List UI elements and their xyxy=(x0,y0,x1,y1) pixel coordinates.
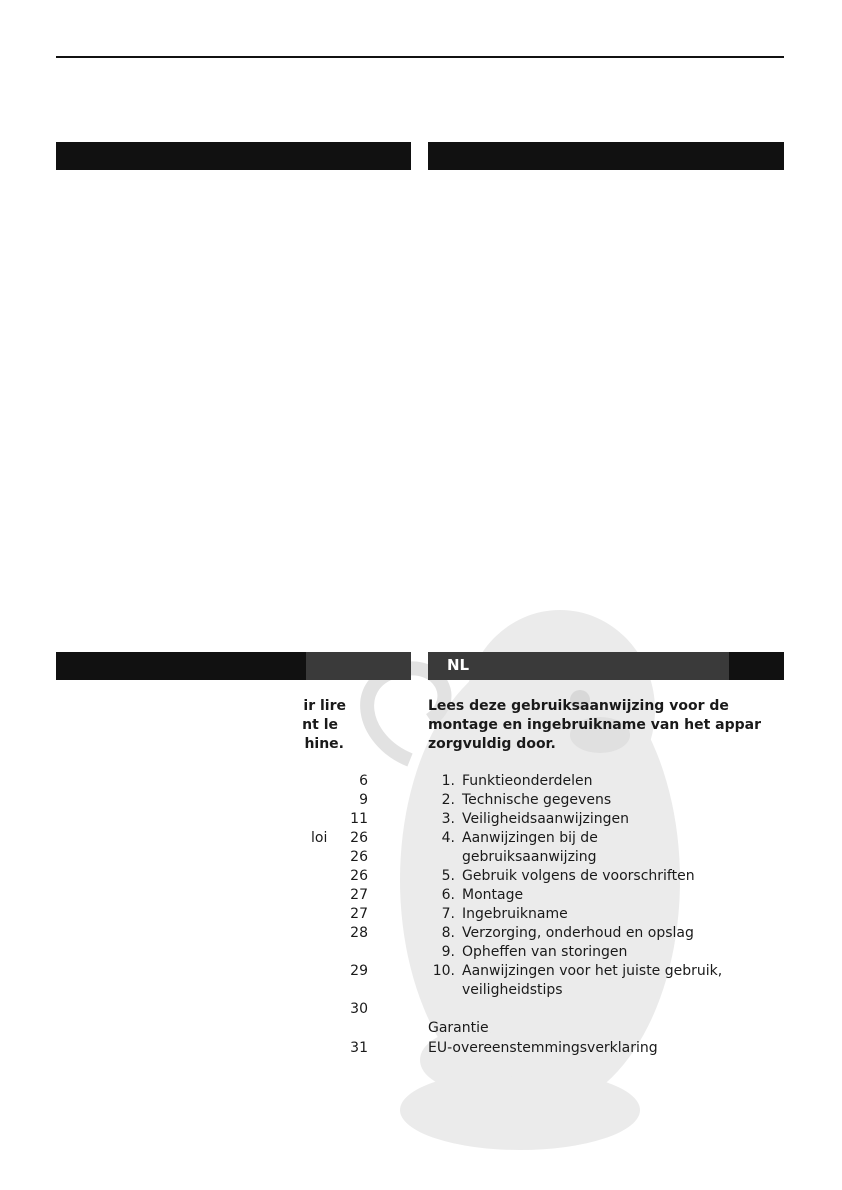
toc-entry: Ingebruikname xyxy=(462,906,568,922)
left-page-num: 28 xyxy=(350,925,368,941)
toc-number: 1. xyxy=(441,773,455,789)
toc-number: 8. xyxy=(441,925,455,941)
left-intro-line-2: nt le xyxy=(302,717,338,733)
left-page-num: 27 xyxy=(350,906,368,922)
left-page-num: 26 xyxy=(350,830,368,846)
left-page-num: 26 xyxy=(350,849,368,865)
header-bar-left-bottom xyxy=(56,652,306,680)
toc-entry: gebruiksaanwijzing xyxy=(462,849,597,865)
toc-entry: Gebruik volgens de voorschriften xyxy=(462,868,695,884)
left-page-num: 27 xyxy=(350,887,368,903)
toc-number: 5. xyxy=(441,868,455,884)
toc-entry: Verzorging, onderhoud en opslag xyxy=(462,925,694,941)
toc-number: 6. xyxy=(441,887,455,903)
toc-number: 10. xyxy=(432,963,455,979)
left-page-num: 29 xyxy=(350,963,368,979)
header-bar-right-bottom-end xyxy=(729,652,784,680)
toc-number: 9. xyxy=(441,944,455,960)
nl-intro-line-2: montage en ingebruikname van het appar xyxy=(428,717,761,733)
toc-entry: Aanwijzingen bij de xyxy=(462,830,598,846)
toc-entry: Opheffen van storingen xyxy=(462,944,628,960)
toc-entry: Technische gegevens xyxy=(462,792,612,808)
header-bar-right-bottom-grey xyxy=(428,652,729,680)
left-intro-line-3: hine. xyxy=(304,736,344,752)
toc-number: 4. xyxy=(441,830,455,846)
left-page-num: 30 xyxy=(350,1001,368,1017)
header-bar-left-bottom-grey xyxy=(306,652,411,680)
nl-intro-line-1: Lees deze gebruiksaanwijzing voor de xyxy=(428,698,729,714)
left-page-num: 9 xyxy=(359,792,368,808)
toc-entry: Montage xyxy=(462,887,524,903)
left-page-num: 11 xyxy=(350,811,368,827)
toc-entry: Funktieonderdelen xyxy=(462,773,593,789)
left-page-num: 26 xyxy=(350,868,368,884)
left-loi-fragment: loi xyxy=(311,830,328,846)
eu-declaration-entry: EU-overeenstemmingsverklaring xyxy=(428,1040,658,1056)
toc-entry: veiligheidstips xyxy=(462,982,563,998)
left-page-num: 31 xyxy=(350,1040,368,1056)
nl-intro-line-3: zorgvuldig door. xyxy=(428,736,556,752)
language-label: NL xyxy=(447,656,470,674)
left-page-num: 6 xyxy=(359,773,368,789)
toc-entry: Aanwijzingen voor het juiste gebruik, xyxy=(462,963,723,979)
toc-entry: Veiligheidsaanwijzingen xyxy=(462,811,629,827)
toc-number: 7. xyxy=(441,906,455,922)
toc-number: 3. xyxy=(441,811,455,827)
garantie-entry: Garantie xyxy=(428,1020,489,1036)
left-intro-line-1: ir lire xyxy=(303,698,346,714)
toc-number: 2. xyxy=(441,792,455,808)
